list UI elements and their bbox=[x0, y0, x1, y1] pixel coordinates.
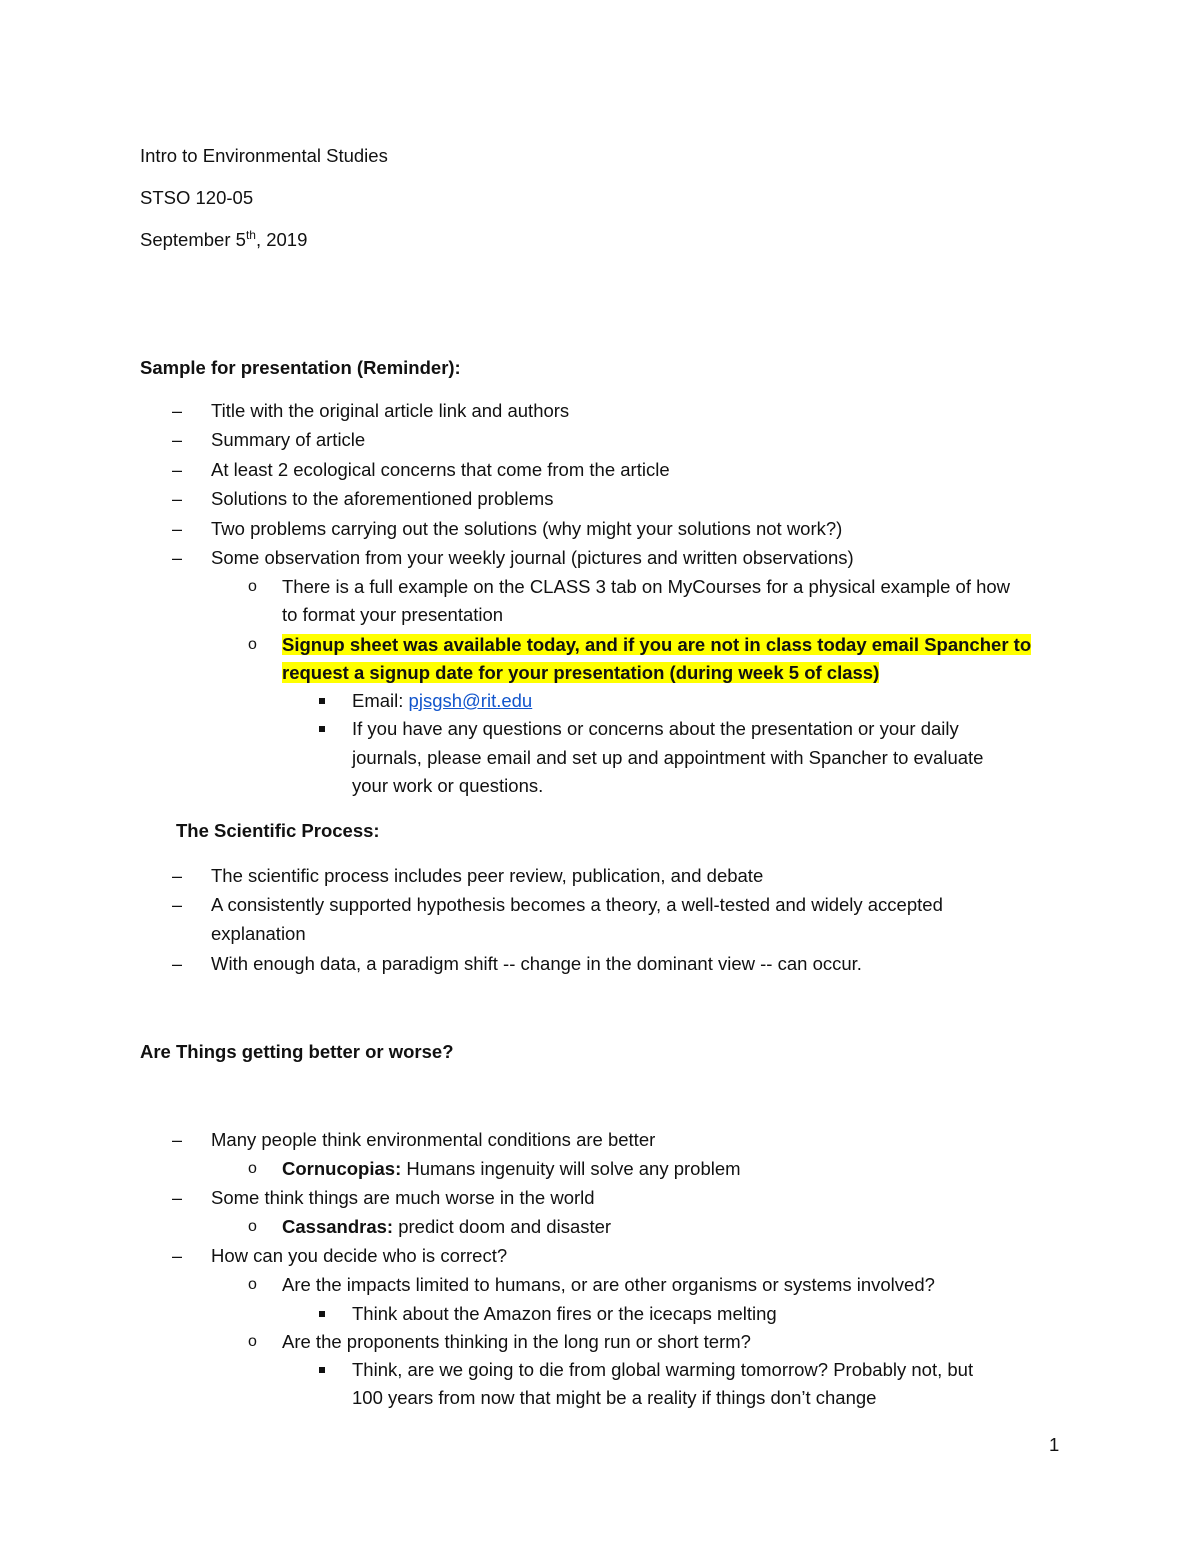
dash-bullet: – bbox=[172, 1130, 183, 1150]
cornucopias-desc: Humans ingenuity will solve any problem bbox=[401, 1158, 741, 1179]
example-note-line2: to format your presentation bbox=[282, 604, 504, 625]
presentation-item: Solutions to the aforementioned problems bbox=[211, 488, 554, 509]
cassandras-term: Cassandras: bbox=[282, 1216, 394, 1237]
page-number: 1 bbox=[1049, 1434, 1060, 1455]
circle-bullet: o bbox=[248, 636, 257, 653]
presentation-item: Title with the original article link and authors bbox=[211, 400, 570, 421]
date-superscript: th bbox=[245, 227, 256, 242]
question-term-example-line1: Think, are we going to die from global warming tomorrow? Probably not, but bbox=[352, 1359, 974, 1380]
date-year: , 2019 bbox=[255, 229, 308, 250]
circle-bullet: o bbox=[248, 1218, 257, 1235]
square-bullet bbox=[319, 698, 325, 704]
email-link[interactable]: pjsgsh@rit.edu bbox=[408, 690, 533, 711]
dash-bullet: – bbox=[172, 401, 183, 421]
presentation-item: Two problems carrying out the solutions (why might your solutions not work?) bbox=[211, 518, 843, 539]
presentation-item: Some observation from your weekly journal (pictures and written observations) bbox=[211, 547, 854, 568]
presentation-heading: Sample for presentation (Reminder): bbox=[140, 357, 461, 378]
circle-bullet: o bbox=[248, 578, 257, 595]
document-date bbox=[140, 228, 307, 252]
presentation-item: At least 2 ecological concerns that come from the article bbox=[211, 459, 670, 480]
dash-bullet: – bbox=[172, 519, 183, 539]
dash-bullet: – bbox=[172, 460, 183, 480]
better-worse-heading: Are Things getting better or worse? bbox=[140, 1041, 454, 1062]
course-title: Intro to Environmental Studies bbox=[140, 145, 388, 166]
better-worse-item: Many people think environmental conditions are better bbox=[211, 1129, 656, 1150]
email-line bbox=[352, 689, 532, 713]
square-bullet bbox=[319, 726, 325, 732]
dash-bullet: – bbox=[172, 489, 183, 509]
square-bullet bbox=[319, 1367, 325, 1373]
cornucopias-term: Cornucopias: bbox=[282, 1158, 402, 1179]
dash-bullet: – bbox=[172, 1246, 183, 1266]
cassandras-line bbox=[282, 1215, 611, 1239]
dash-bullet: – bbox=[172, 954, 183, 974]
dash-bullet: – bbox=[172, 866, 183, 886]
scientific-item: The scientific process includes peer review, publication, and debate bbox=[211, 865, 764, 886]
circle-bullet: o bbox=[248, 1160, 257, 1177]
scientific-item: A consistently supported hypothesis becomes a theory, a well-tested and widely accepted bbox=[211, 894, 943, 915]
scientific-heading: The Scientific Process: bbox=[176, 820, 380, 841]
cornucopias-line bbox=[282, 1157, 741, 1181]
scientific-item: With enough data, a paradigm shift -- change in the dominant view -- can occur. bbox=[211, 953, 862, 974]
cassandras-desc: predict doom and disaster bbox=[393, 1216, 612, 1237]
question-term-example-line2: 100 years from now that might be a reality if things don’t change bbox=[352, 1387, 877, 1408]
questions-line3: your work or questions. bbox=[352, 775, 544, 796]
signup-note-line2 bbox=[282, 661, 879, 685]
question-impacts-example: Think about the Amazon fires or the icecaps melting bbox=[352, 1303, 777, 1324]
questions-line1: If you have any questions or concerns about the presentation or your daily bbox=[352, 718, 959, 739]
circle-bullet: o bbox=[248, 1276, 257, 1293]
circle-bullet: o bbox=[248, 1333, 257, 1350]
question-term: Are the proponents thinking in the long run or short term? bbox=[282, 1331, 751, 1352]
date-main: September 5 bbox=[140, 229, 246, 250]
scientific-item-cont: explanation bbox=[211, 923, 306, 944]
email-label: Email: bbox=[352, 690, 409, 711]
course-section: STSO 120-05 bbox=[140, 187, 254, 208]
questions-line2: journals, please email and set up and appointment with Spancher to evaluate bbox=[352, 747, 984, 768]
better-worse-item: How can you decide who is correct? bbox=[211, 1245, 508, 1266]
dash-bullet: – bbox=[172, 1188, 183, 1208]
better-worse-item: Some think things are much worse in the world bbox=[211, 1187, 595, 1208]
highlighted-text: Signup sheet was available today, and if you are not in class today email Spancher to bbox=[282, 634, 1032, 655]
highlighted-text: request a signup date for your presentation (during week 5 of class) bbox=[282, 662, 880, 683]
example-note-line1: There is a full example on the CLASS 3 tab on MyCourses for a physical example of how bbox=[282, 576, 1011, 597]
signup-note-line1 bbox=[282, 633, 1031, 657]
question-impacts: Are the impacts limited to humans, or are other organisms or systems involved? bbox=[282, 1274, 935, 1295]
presentation-item: Summary of article bbox=[211, 429, 366, 450]
dash-bullet: – bbox=[172, 430, 183, 450]
dash-bullet: – bbox=[172, 895, 183, 915]
dash-bullet: – bbox=[172, 548, 183, 568]
square-bullet bbox=[319, 1311, 325, 1317]
